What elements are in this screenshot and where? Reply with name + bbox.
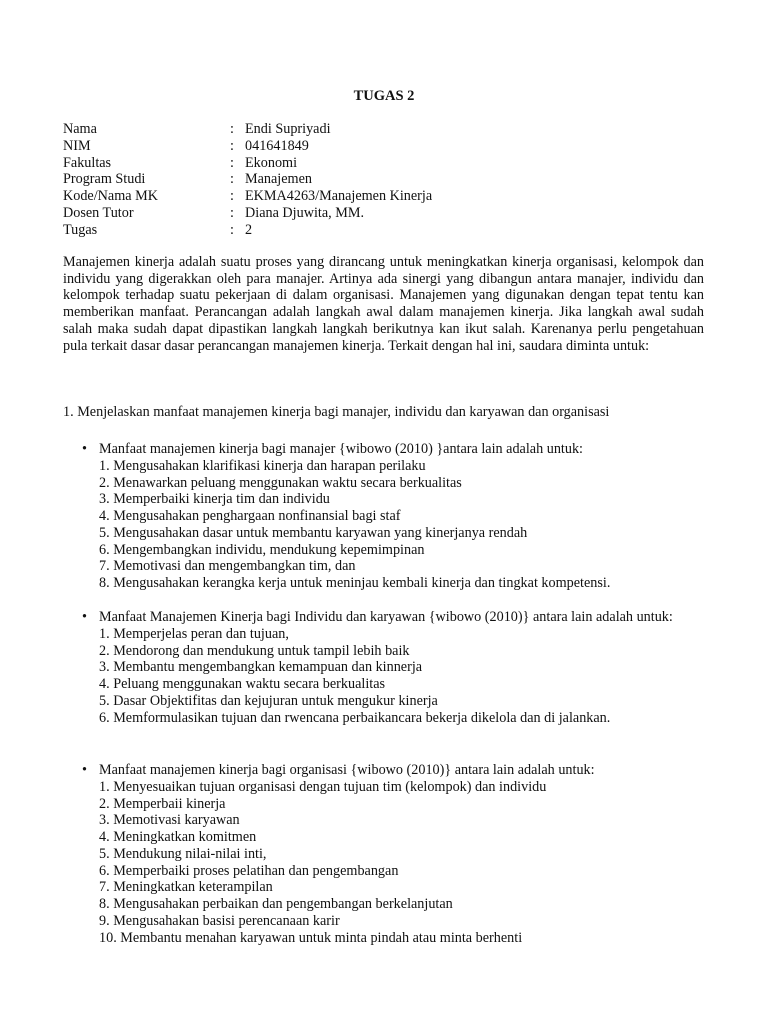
identity-table	[63, 121, 432, 239]
list-item: 8. Mengusahakan perbaikan dan pengembangan berkelanjutan	[99, 896, 453, 912]
section-heading	[80, 762, 705, 779]
list-item: 1. Memperjelas peran dan tujuan,	[99, 625, 289, 642]
identity-colon: :	[230, 221, 234, 238]
benefits-organization-section	[80, 762, 705, 946]
benefits-manager-section	[80, 441, 705, 592]
identity-colon: :	[230, 204, 234, 221]
list-item: 9. Mengusahakan basisi perencanaan karir	[99, 912, 340, 929]
identity-value: Ekonomi	[245, 154, 298, 171]
list-item: 2. Memperbaii kinerja	[99, 795, 226, 812]
section-heading-text: Manfaat manajemen kinerja bagi manajer {wibowo (2010) }antara lain adalah untuk:	[99, 441, 583, 457]
identity-row	[63, 138, 432, 155]
identity-row	[63, 188, 432, 205]
identity-label: Kode/Nama MK	[63, 188, 158, 205]
identity-colon: :	[230, 188, 234, 205]
identity-label: Tugas	[63, 221, 98, 238]
identity-value: Manajemen	[245, 171, 312, 188]
identity-label: Fakultas	[63, 154, 112, 171]
section-heading-text: Manfaat manajemen kinerja bagi organisasi {wibowo (2010)} antara lain adalah untuk:	[99, 762, 595, 778]
identity-row	[63, 121, 432, 138]
identity-value: 2	[245, 221, 253, 238]
bullet-icon: •	[82, 441, 87, 457]
identity-value: Endi Supriyadi	[245, 121, 331, 137]
identity-colon: :	[230, 171, 234, 188]
identity-row	[63, 205, 432, 222]
intro-paragraph: Manajemen kinerja adalah suatu proses yang dirancang untuk meningkatkan kinerja organisasi, kelompok dan individu yang digerakkan oleh para manajer. Artinya ada sinergi yang dibangun antara manajer, individu dan kelompok terhadap suatu pekerjaan di dalam organisasi. Manajemen yang digunakan dengan tepat tentu kan memberikan manfaat. Perancangan adalah langkah awal dalam manajemen kinerja. Jika langkah awal sudah salah maka sudah dapat dipastikan langkah langkah berikutnya kan ikut salah. Karenanya perlu pengetahuan pula terkait dasar dasar perancangan manajemen kinerja. Terkait dengan hal ini, saudara diminta untuk:	[63, 254, 704, 354]
list-item: 3. Memotivasi karyawan	[99, 812, 240, 829]
benefits-individual-section	[80, 609, 705, 726]
identity-label: Dosen Tutor	[63, 204, 134, 221]
numbered-list	[80, 626, 705, 727]
list-item: 7. Memotivasi dan mengembangkan tim, dan	[99, 558, 356, 575]
identity-value: Diana Djuwita, MM.	[245, 204, 365, 221]
bullet-icon: •	[82, 609, 87, 625]
identity-colon: :	[230, 154, 234, 171]
section-heading-text: Manfaat Manajemen Kinerja bagi Individu dan karyawan {wibowo (2010)} antara lain adalah untuk:	[99, 609, 673, 625]
bullet-icon: •	[82, 762, 87, 778]
section-heading	[80, 441, 705, 458]
list-item: 1. Menyesuaikan tujuan organisasi dengan tujuan tim (kelompok) dan individu	[99, 778, 547, 795]
identity-colon: :	[230, 137, 234, 154]
identity-value: EKMA4263/Manajemen Kinerja	[245, 188, 433, 205]
identity-label: Program Studi	[63, 171, 146, 188]
section-heading	[80, 609, 705, 626]
document-title: TUGAS 2	[353, 88, 415, 104]
identity-label: NIM	[63, 137, 91, 154]
list-item: 5. Mendukung nilai-nilai inti,	[99, 845, 267, 862]
question-1: 1. Menjelaskan manfaat manajemen kinerja bagi manajer, individu dan karyawan dan organisasi	[63, 404, 610, 420]
numbered-list	[80, 779, 705, 947]
numbered-list	[80, 458, 705, 592]
identity-row	[63, 171, 432, 188]
list-item: 6. Mengembangkan individu, mendukung kepemimpinan	[99, 541, 425, 558]
identity-value: 041641849	[245, 137, 309, 154]
identity-colon: :	[230, 121, 234, 137]
list-item: 3. Memperbaiki kinerja tim dan individu	[99, 491, 330, 508]
list-item: 3. Membantu mengembangkan kemampuan dan kinnerja	[99, 659, 423, 676]
list-item: 5. Mengusahakan dasar untuk membantu karyawan yang kinerjanya rendah	[99, 524, 528, 541]
list-item: 7. Meningkatkan keterampilan	[99, 879, 273, 896]
list-item: 6. Memperbaiki proses pelatihan dan pengembangan	[99, 862, 399, 879]
list-item: 2. Menawarkan peluang menggunakan waktu secara berkualitas	[99, 474, 462, 491]
identity-row	[63, 155, 432, 172]
list-item: 1. Mengusahakan klarifikasi kinerja dan harapan perilaku	[99, 457, 426, 474]
list-item: 4. Meningkatkan komitmen	[99, 829, 257, 845]
list-item: 6. Memformulasikan tujuan dan rwencana perbaikancara bekerja dikelola dan di jalankan.	[99, 709, 611, 726]
list-item: 4. Mengusahakan penghargaan nonfinansial bagi staf	[99, 508, 401, 524]
identity-label: Nama	[63, 121, 97, 137]
identity-row	[63, 222, 432, 239]
list-item: 8. Mengusahakan kerangka kerja untuk meninjau kembali kinerja dan tingkat kompetensi.	[99, 575, 611, 591]
list-item: 10. Membantu menahan karyawan untuk minta pindah atau minta berhenti	[99, 929, 523, 946]
list-item: 4. Peluang menggunakan waktu secara berkualitas	[99, 676, 386, 692]
list-item: 5. Dasar Objektifitas dan kejujuran untuk mengukur kinerja	[99, 692, 438, 709]
list-item: 2. Mendorong dan mendukung untuk tampil lebih baik	[99, 642, 410, 659]
